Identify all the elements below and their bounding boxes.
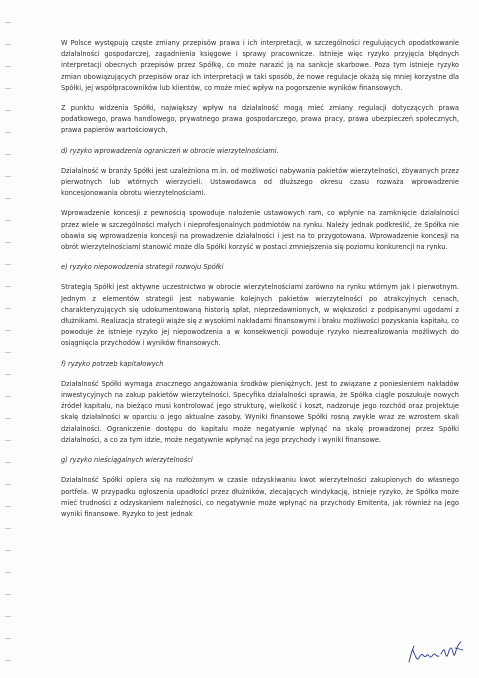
margin-tick (5, 374, 11, 375)
margin-tick (5, 616, 11, 617)
margin-tick (5, 88, 11, 89)
margin-tick (5, 550, 11, 551)
heading-capital-risk: f) ryzyko potrzeb kapitałowych (61, 359, 164, 368)
margin-tick (5, 396, 11, 397)
heading-strategy-risk: e) ryzyko niepowodzenia strategii rozwoju Spółki (61, 263, 224, 272)
margin-tick (5, 572, 11, 573)
paragraph-license-effects: Wprowadzenie koncesji z pewnością spowoduje nałożenie ustawowych ram, co wpłynie na zamknięcie działalności przez wiele w szczególności małych i nieprofesjonalnych podmiotów na rynku. Należy jednak podkreślić, że Spółka nie obawia się wprowadzenia koncesji na prowadzenie działalności i jest na to przygotowana. Wprowadzenie koncesji na obrót wierzytelnościami stanowić może dla Spółki korzyść w postaci zmniejszenia się poziomu konkurencji na rynku. (61, 209, 459, 252)
margin-tick (5, 22, 11, 23)
paragraph-regulations-impact: Z punktu widzenia Spółki, największy wpływ na działalność mogą mieć zmiany regulacji dotyczących prawa podatkowego, prawa handlowego, prywatnego prawa gospodarczego, prawa pracy, prawa ubezpieczeń społecznych, prawa papierów wartościowych. (61, 104, 459, 135)
paragraph-strategy: Strategią Spółki jest aktywne uczestnictwo w obrocie wierzytelnościami zarówno na rynku wtórnym jak i pierwotnym. Jednym z elementów strategii jest nabywanie kolejnych pakietów wierzytelności po atrakcyjnych cenach, charakteryzujących się udokumentowaną historią spłat, nieprzedawnionych, w większości z podpisanymi ugodami z dłużnikami. Realizacja strategii wiąże się z wysokimi nakładami finansowymi i braku możliwości pozyskania kapitału, co powoduje że istnieje ryzyko jej niepowodzenia a w konsekwencji powoduje ryzyko niezrealizowania możliwych do osiągnięcia przychodów i wyników finansowych. (61, 283, 459, 348)
heading-restrictions-risk: d) ryzyko wprowadzenia ograniczeń w obrocie wierzytelnościami. (61, 146, 279, 155)
margin-tick (5, 484, 11, 485)
margin-tick (5, 220, 11, 221)
margin-tick (5, 110, 11, 111)
margin-tick (5, 418, 11, 419)
margin-tick (5, 330, 11, 331)
margin-tick (5, 352, 11, 353)
margin-tick (5, 308, 11, 309)
margin-tick (5, 198, 11, 199)
margin-tick (5, 264, 11, 265)
document-body (61, 38, 459, 520)
margin-tick (5, 506, 11, 507)
margin-tick (5, 440, 11, 441)
paragraph-uncollectible: Działalność Spółki opiera się na rozłożonym w czasie odzyskiwaniu kwot wierzytelności zakupionych do własnego portfela. W przypadku ogłoszenia upadłości przez dłużników, zlecających windykację, istnieje ryzyko, że Spółka może mieć trudności z odzyskaniem należności, co negatywnie może wpłynąć na przychody Emitenta, jak również na jego wyniki finansowe. Ryzyko to jest jednak (61, 476, 459, 518)
paragraph-capital: Działalność Spółki wymaga znacznego angażowania środków pieniężnych. Jest to związane z poniesieniem nakładów inwestycyjnych na zakup pakietów wierzytelności. Specyfika działalności sprawia, że Spółka ciągle poszukuje nowych źródeł kapitału, na bieżąco musi kontrolować jego strukturę, wielkość i koszt, nadzoruje jego rozchód oraz projektuje skalę działalności w oparciu o jego aktualne zasoby. Wyniki finansowe Spółki rosną zwykle wraz ze wzrostem skali działalności. Ograniczenie dostępu do kapitału może negatywnie wpłynąć na skalę prowadzonej przez Spółki działalności, a co za tym idzie, może negatywnie wpłynąć na jego przychody i wyniki finansowe. (61, 379, 459, 444)
paragraph-dependency: Działalność w branży Spółki jest uzależniona m.in. od możliwości nabywania pakietów wierzytelności, zbywanych przez pierwotnych lub wtórnych wierzycieli. Ustawodawca od dłuższego okresu czasu rozważa wprowadzenie koncesjonowania obrotu wierzytelnościami. (61, 166, 459, 198)
handwritten-signature (405, 636, 467, 668)
margin-tick (5, 638, 11, 639)
margin-tick (5, 176, 11, 177)
left-margin-marks (0, 0, 14, 678)
margin-tick (5, 132, 11, 133)
margin-tick (5, 66, 11, 67)
paragraph-regulatory-risk: W Polsce występują częste zmiany przepisów prawa i ich interpretacji, w szczególności regulujących opodatkowanie działalności gospodarczej, zagadnienia księgowe i sprawy pracownicze. Istnieje więc ryzyko przyjęcia błędnych interpretacji obecnych przepisów przez Spółkę, co może narazić ją na sankcje skarbowe. Poza tym istnieje ryzyko zmian obowiązujących przepisów oraz ich interpretacji w taki sposób, że nowe regulacje okażą się mniej korzystne dla Spółki, jej współpracowników lub klientów, co może mieć wpływ na pogorszenie wyników finansowych. (61, 39, 459, 92)
margin-tick (5, 660, 11, 661)
margin-tick (5, 462, 11, 463)
margin-tick (5, 528, 11, 529)
margin-tick (5, 594, 11, 595)
margin-tick (5, 242, 11, 243)
margin-tick (5, 154, 11, 155)
margin-tick (5, 286, 11, 287)
heading-uncollectible-risk: g) ryzyko nieściągalnych wierzytelności (61, 456, 193, 465)
margin-tick (5, 44, 11, 45)
